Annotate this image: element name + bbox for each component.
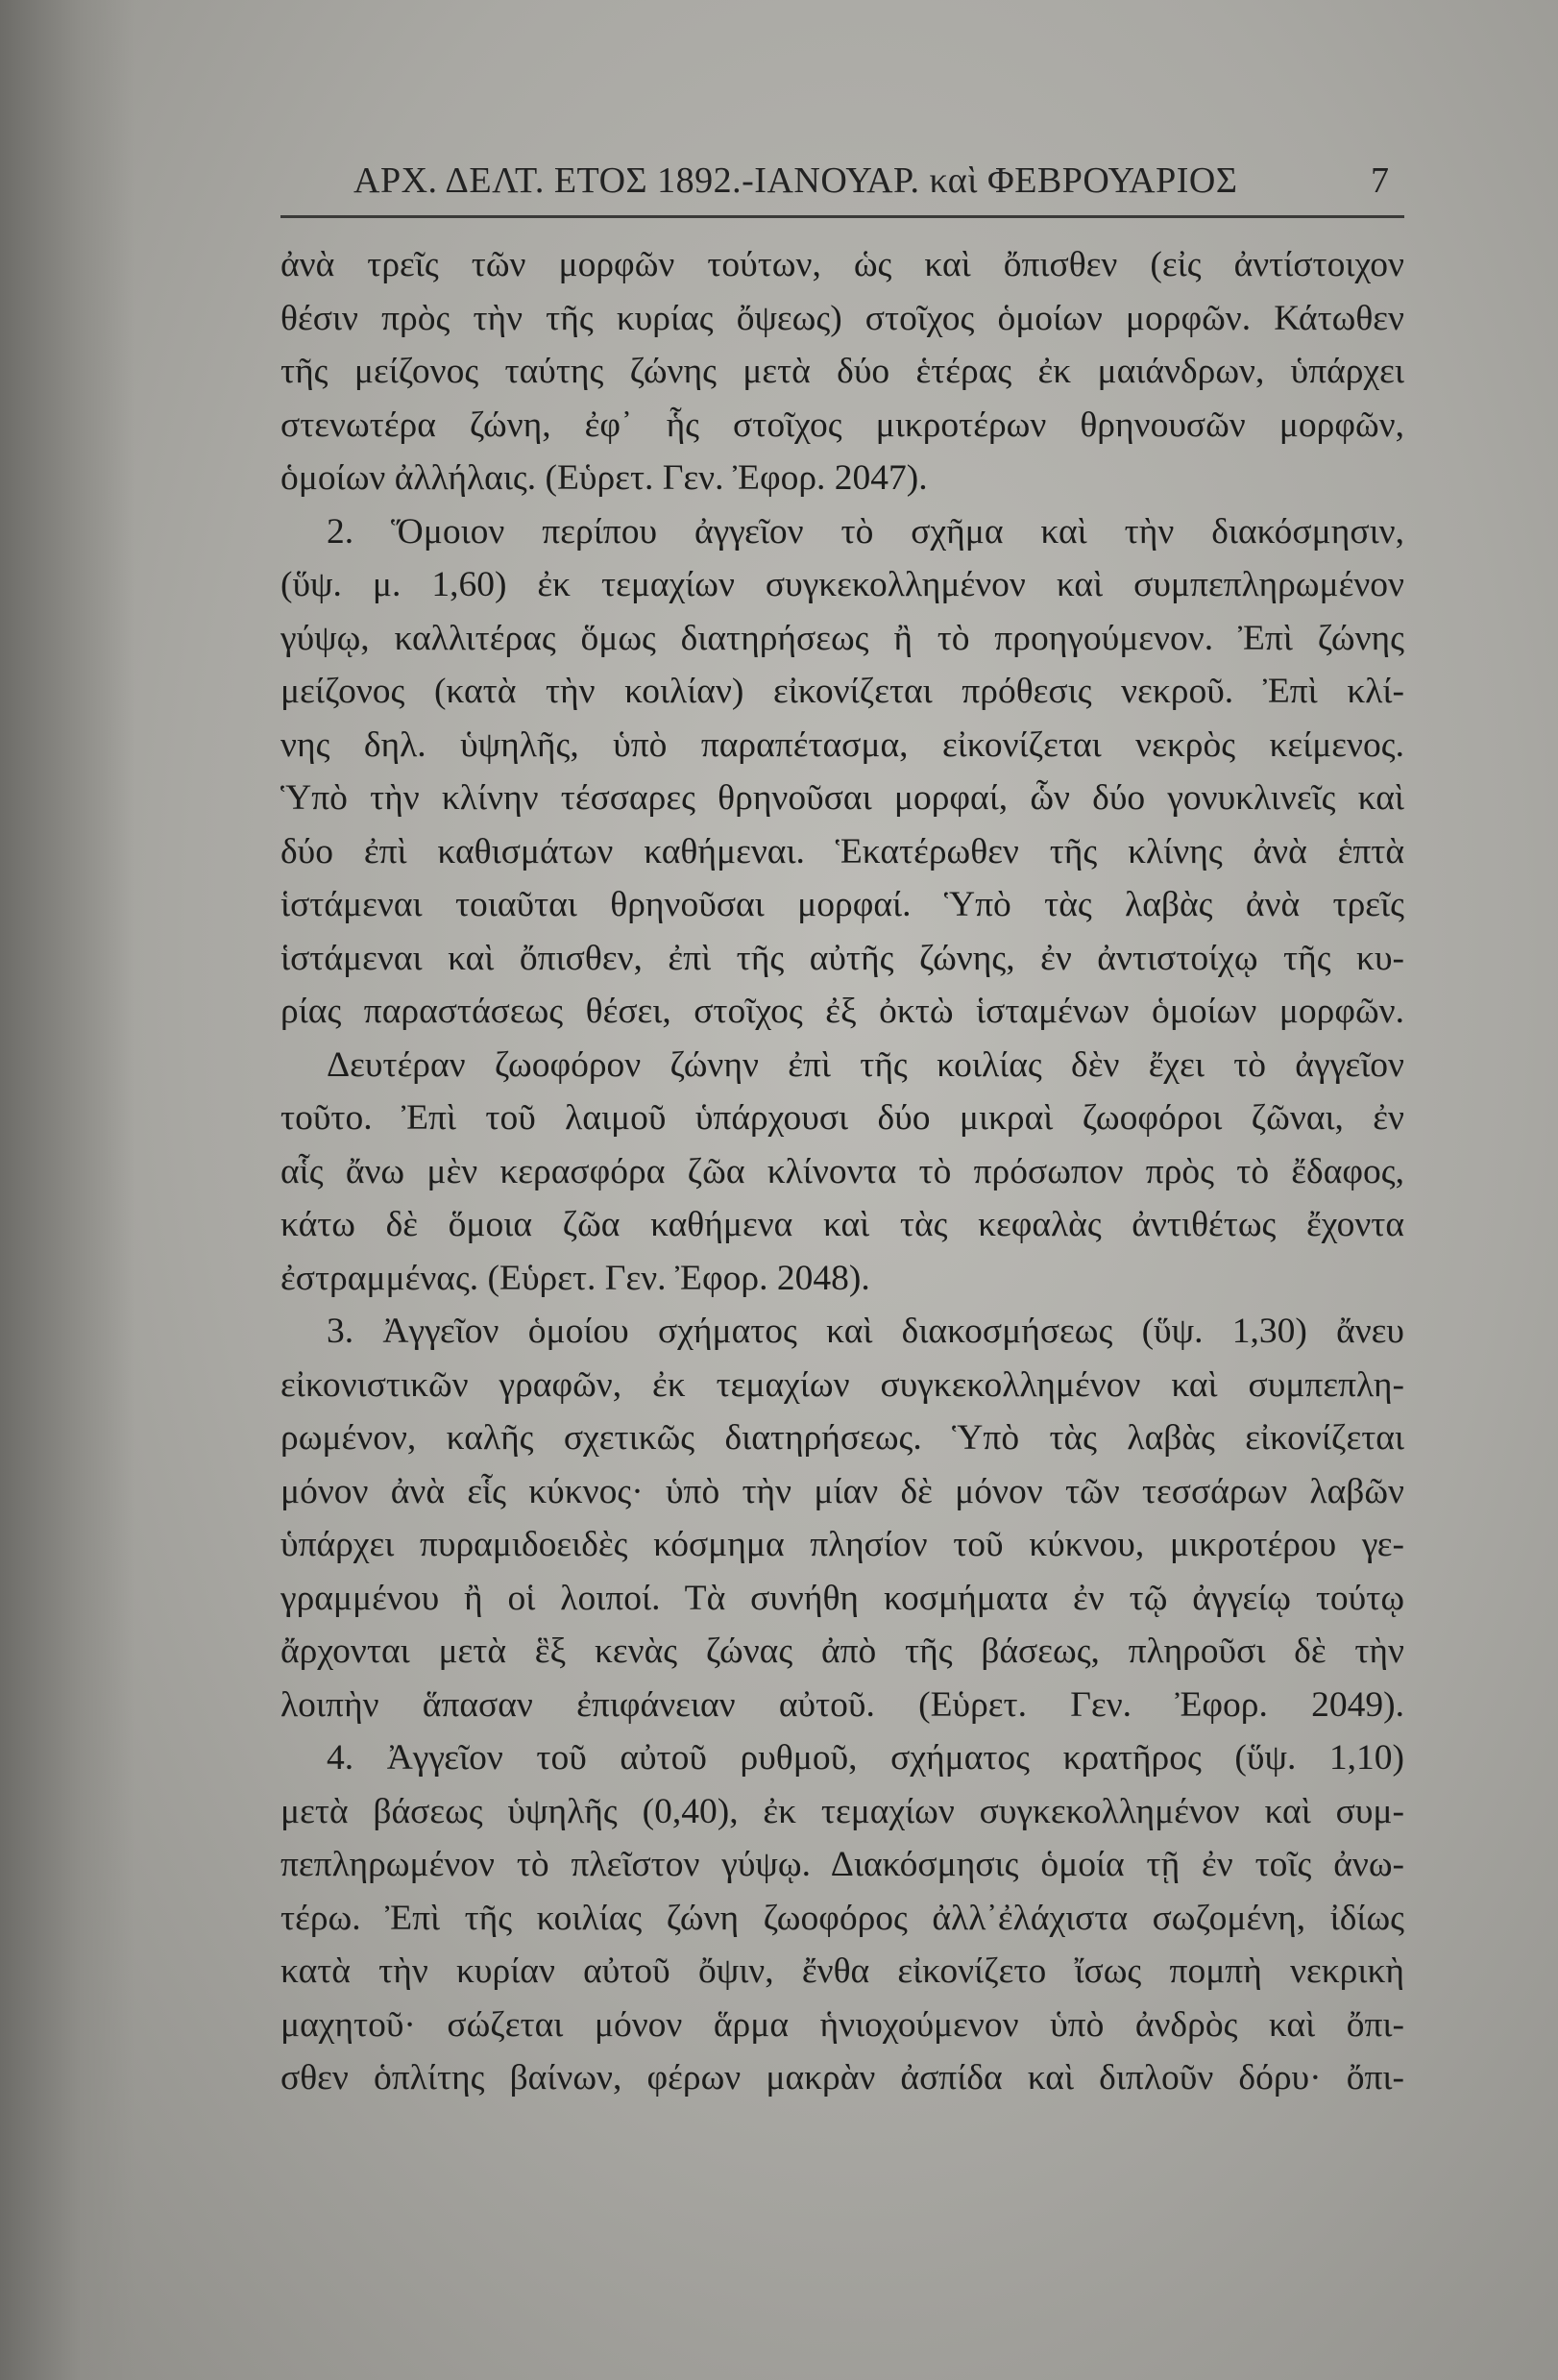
text-line: ὑπάρχει πυραμιδοειδὲς κόσμημα πλησίον τοῦ κύκνου, μικροτέρου γε- <box>280 1525 1404 1564</box>
text-line: στενωτέρα ζώνη, ἐφ᾽ ἧς στοῖχος μικροτέρων θρηνουσῶν μορφῶν, <box>280 405 1404 445</box>
text-line: ἐστραμμένας. (Εὑρετ. Γεν. Ἐφορ. 2048). <box>280 1258 870 1298</box>
text-line: κατὰ τὴν κυρίαν αὐτοῦ ὄψιν, ἔνθα εἰκονίζετο ἴσως πομπὴ νεκρικὴ <box>280 1951 1404 1991</box>
text-line: 3. Ἀγγεῖον ὁμοίου σχήματος καὶ διακοσμήσεως (ὕψ. 1,30) ἄνευ <box>327 1312 1404 1351</box>
text-line: 2. Ὅμοιον περίπου ἀγγεῖον τὸ σχῆμα καὶ τὴν διακόσμησιν, <box>327 511 1404 552</box>
page-gutter-shadow <box>0 0 134 2380</box>
text-line: μόνον ἀνὰ εἷς κύκνος· ὑπὸ τὴν μίαν δὲ μόνον τῶν τεσσάρων λαβῶν <box>280 1471 1404 1511</box>
text-line: ρωμένον, καλῆς σχετικῶς διατηρήσεως. Ὑπὸ τὰς λαβὰς εἰκονίζεται <box>280 1418 1404 1458</box>
text-line: μετὰ βάσεως ὑψηλῆς (0,40), ἐκ τεμαχίων συγκεκολλημένον καὶ συμ- <box>280 1791 1404 1831</box>
text-line: ρίας παραστάσεως θέσει, στοῖχος ἐξ ὀκτὼ ἱσταμένων ὁμοίων μορφῶν. <box>280 992 1404 1031</box>
text-line: 4. Ἀγγεῖον τοῦ αὐτοῦ ρυθμοῦ, σχήματος κρατῆρος (ὕψ. 1,10) <box>327 1738 1404 1778</box>
running-header <box>353 156 1400 209</box>
page-number: 7 <box>1371 160 1389 201</box>
text-line: (ὕψ. μ. 1,60) ἐκ τεμαχίων συγκεκολλημένον καὶ συμπεπληρωμένον <box>280 565 1404 604</box>
text-line: ἄρχονται μετὰ ἓξ κενὰς ζώνας ἀπὸ τῆς βάσεως, πληροῦσι δὲ τὴν <box>280 1632 1404 1671</box>
text-line: δύο ἐπὶ καθισμάτων καθήμεναι. Ἑκατέρωθεν τῆς κλίνης ἀνὰ ἑπτὰ <box>280 831 1404 871</box>
text-line: τοῦτο. Ἐπὶ τοῦ λαιμοῦ ὑπάρχουσι δύο μικραὶ ζωοφόροι ζῶναι, ἐν <box>280 1098 1404 1138</box>
text-line: κάτω δὲ ὅμοια ζῶα καθήμενα καὶ τὰς κεφαλὰς ἀντιθέτως ἔχοντα <box>280 1205 1404 1244</box>
text-line: αἷς ἄνω μὲν κερασφόρα ζῶα κλίνοντα τὸ πρόσωπον πρὸς τὸ ἔδαφος, <box>280 1151 1404 1191</box>
text-line: Ὑπὸ τὴν κλίνην τέσσαρες θρηνοῦσαι μορφαί, ὧν δύο γονυκλινεῖς καὶ <box>280 778 1404 818</box>
text-line: τέρω. Ἐπὶ τῆς κοιλίας ζώνη ζωοφόρος ἀλλ᾽ἐλάχιστα σωζομένη, ἰδίως <box>280 1898 1404 1938</box>
text-line: ἀνὰ τρεῖς τῶν μορφῶν τούτων, ὡς καὶ ὄπισθεν (εἰς ἀντίστοιχον <box>280 245 1404 284</box>
header-title: ΑΡΧ. ΔΕΛΤ. ΕΤΟΣ 1892.-ΙΑΝΟΥΑΡ. καὶ ΦΕΒΡΟΥΑΡΙΟΣ <box>353 160 1238 201</box>
text-line: θέσιν πρὸς τὴν τῆς κυρίας ὄψεως) στοῖχος ὁμοίων μορφῶν. Κάτωθεν <box>280 298 1404 338</box>
text-line: μείζονος (κατὰ τὴν κοιλίαν) εἰκονίζεται πρόθεσις νεκροῦ. Ἐπὶ κλί- <box>280 672 1404 711</box>
text-line: εἰκονιστικῶν γραφῶν, ἐκ τεμαχίων συγκεκολλημένον καὶ συμπεπλη- <box>280 1364 1404 1405</box>
text-line: γραμμένου ἢ οἱ λοιποί. Τὰ συνήθη κοσμήματα ἐν τῷ ἀγγείῳ τούτῳ <box>280 1578 1404 1618</box>
text-line: ὁμοίων ἀλλήλαις. (Εὑρετ. Γεν. Ἐφορ. 2047). <box>280 458 928 498</box>
text-line: τῆς μείζονος ταύτης ζώνης μετὰ δύο ἑτέρας ἐκ μαιάνδρων, ὑπάρχει <box>280 352 1404 391</box>
text-line: πεπληρωμένον τὸ πλεῖστον γύψῳ. Διακόσμησις ὁμοία τῇ ἐν τοῖς ἀνω- <box>280 1845 1404 1884</box>
header-rule <box>280 215 1404 218</box>
text-line: Δευτέραν ζωοφόρον ζώνην ἐπὶ τῆς κοιλίας δὲν ἔχει τὸ ἀγγεῖον <box>327 1044 1404 1085</box>
text-line: ἱστάμεναι καὶ ὄπισθεν, ἐπὶ τῆς αὐτῆς ζώνης, ἐν ἀντιστοίχῳ τῆς κυ- <box>280 938 1404 978</box>
text-line: μαχητοῦ· σώζεται μόνον ἅρμα ἡνιοχούμενον ὑπὸ ἀνδρὸς καὶ ὄπι- <box>280 2004 1404 2045</box>
text-line: νης δηλ. ὑψηλῆς, ὑπὸ παραπέτασμα, εἰκονίζεται νεκρὸς κείμενος. <box>280 724 1404 765</box>
text-line: λοιπὴν ἅπασαν ἐπιφάνειαν αὐτοῦ. (Εὑρετ. Γεν. Ἐφορ. 2049). <box>280 1684 1404 1725</box>
text-line: σθεν ὁπλίτης βαίνων, φέρων μακρὰν ἀσπίδα καὶ διπλοῦν δόρυ· ὄπι- <box>280 2058 1404 2098</box>
body-text <box>280 238 1404 2105</box>
text-line: γύψῳ, καλλιτέρας ὅμως διατηρήσεως ἢ τὸ προηγούμενον. Ἐπὶ ζώνης <box>280 618 1404 658</box>
text-line: ἱστάμεναι τοιαῦται θρηνοῦσαι μορφαί. Ὑπὸ τὰς λαβὰς ἀνὰ τρεῖς <box>280 885 1404 924</box>
